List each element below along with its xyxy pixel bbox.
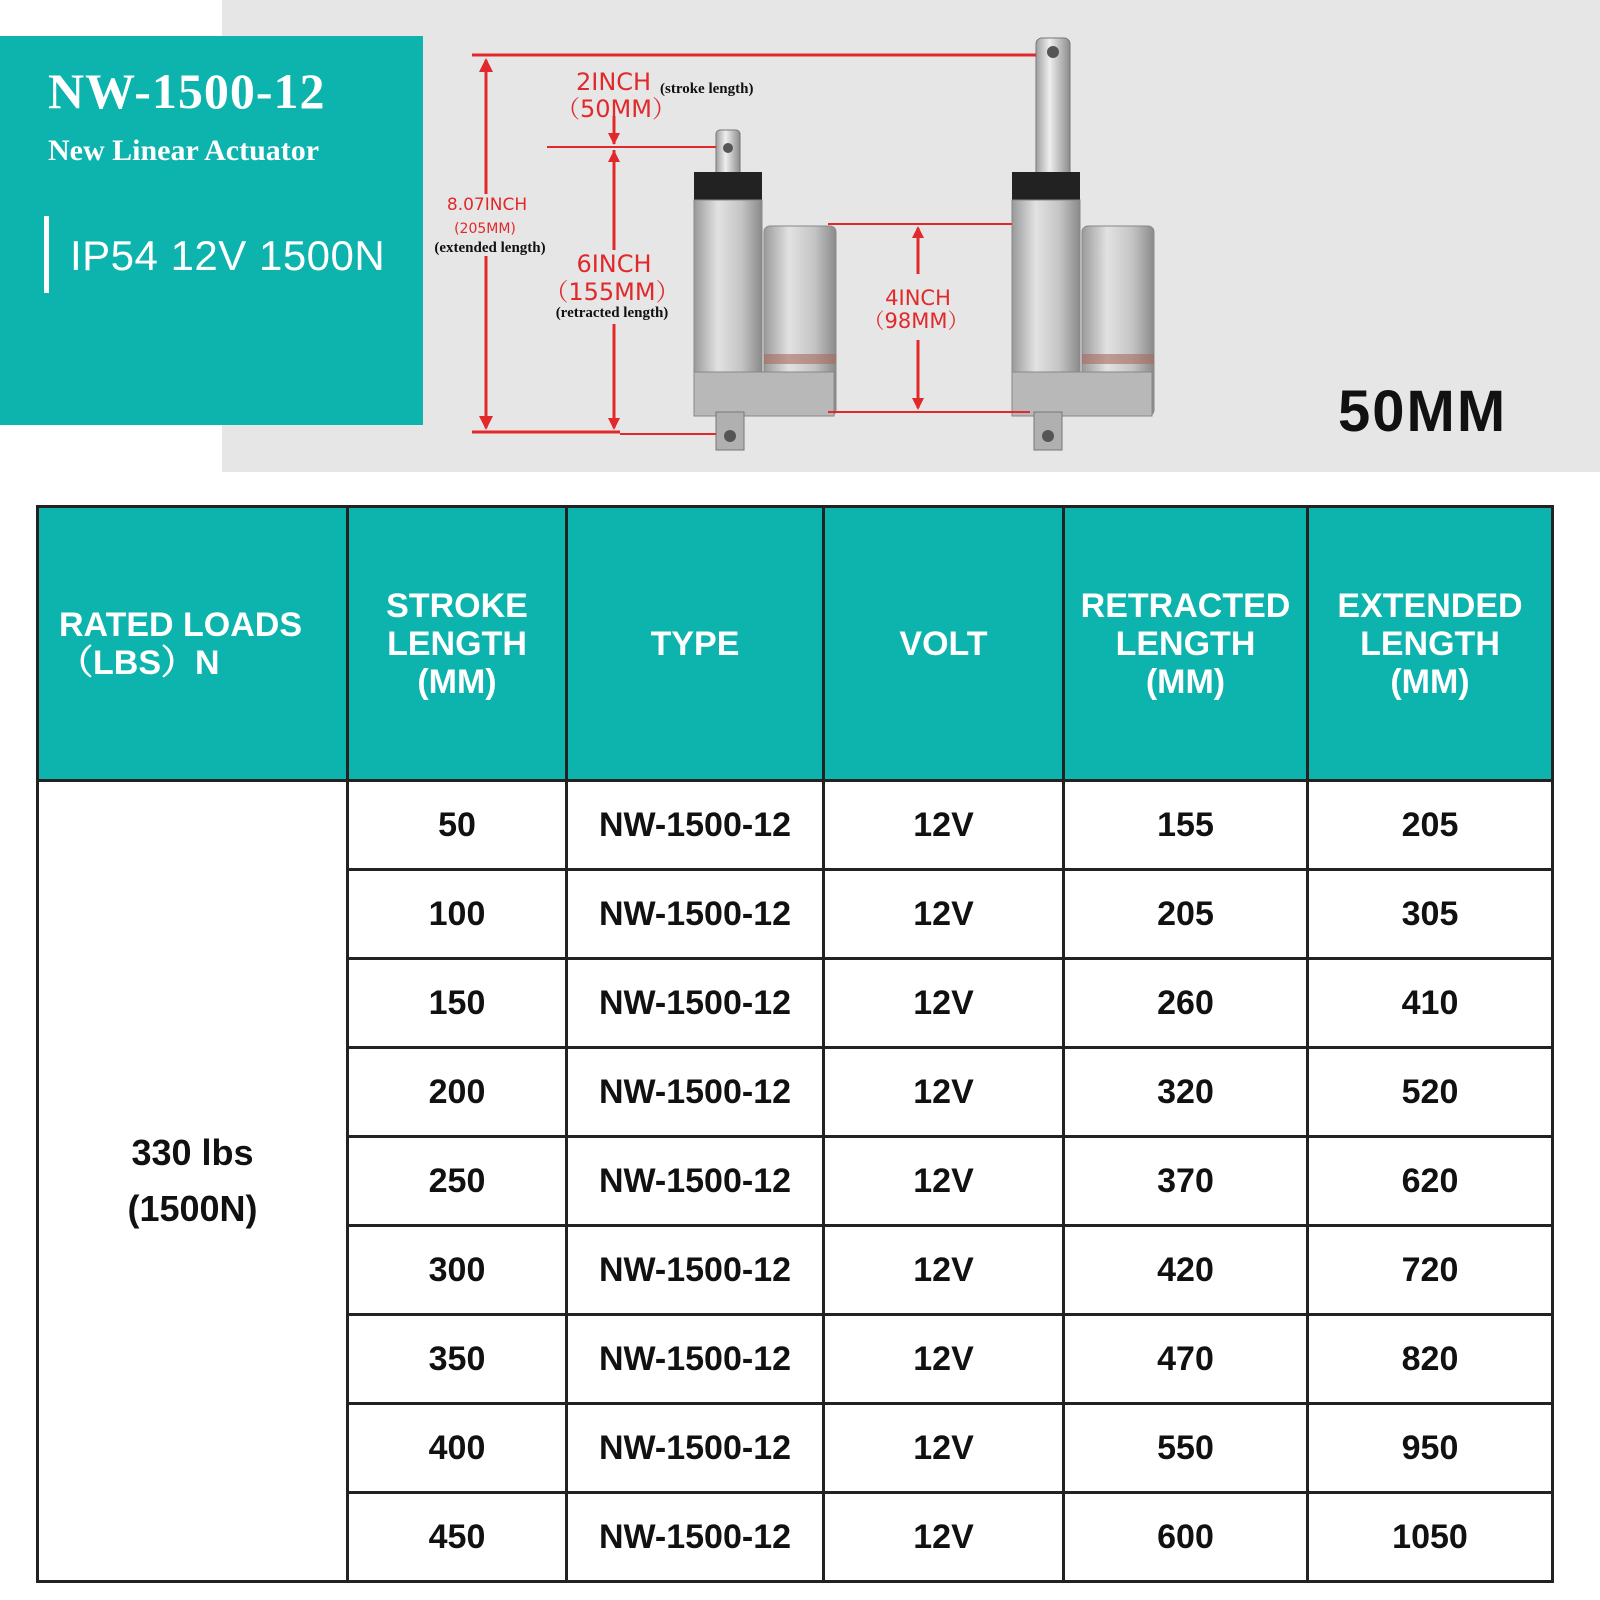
stroke-cell: 250 bbox=[348, 1137, 567, 1226]
retracted-cell: 320 bbox=[1064, 1048, 1308, 1137]
type-cell: NW-1500-12 bbox=[567, 870, 824, 959]
extended-cell: 410 bbox=[1308, 959, 1553, 1048]
extended-cell: 620 bbox=[1308, 1137, 1553, 1226]
type-cell: NW-1500-12 bbox=[567, 1315, 824, 1404]
header-retracted-length: RETRACTED LENGTH (MM) bbox=[1064, 507, 1308, 781]
body-inch-label: 4INCH bbox=[885, 286, 951, 310]
stroke-cell: 200 bbox=[348, 1048, 567, 1137]
extended-cell: 305 bbox=[1308, 870, 1553, 959]
volt-cell: 12V bbox=[824, 1226, 1064, 1315]
retracted-mm-label: （155MM） bbox=[544, 278, 680, 306]
extended-actuator-image bbox=[1012, 38, 1154, 450]
extended-cell: 1050 bbox=[1308, 1493, 1553, 1582]
body-mm-label: （98MM） bbox=[863, 309, 969, 333]
spec-table bbox=[36, 505, 1554, 1583]
retracted-cell: 155 bbox=[1064, 781, 1308, 870]
retracted-cell: 260 bbox=[1064, 959, 1308, 1048]
type-cell: NW-1500-12 bbox=[567, 959, 824, 1048]
retracted-cell: 370 bbox=[1064, 1137, 1308, 1226]
stroke-cell: 50 bbox=[348, 781, 567, 870]
retracted-cell: 550 bbox=[1064, 1404, 1308, 1493]
type-cell: NW-1500-12 bbox=[567, 1493, 824, 1582]
stroke-note-label: (stroke length) bbox=[660, 81, 754, 97]
type-cell: NW-1500-12 bbox=[567, 1226, 824, 1315]
rated-load-cell: 330 lbs (1500N) bbox=[38, 781, 348, 1582]
extended-mm-label: (205MM) bbox=[454, 221, 516, 237]
extended-cell: 950 bbox=[1308, 1404, 1553, 1493]
header-type: TYPE bbox=[567, 507, 824, 781]
stroke-cell: 100 bbox=[348, 870, 567, 959]
type-cell: NW-1500-12 bbox=[567, 1137, 824, 1226]
volt-cell: 12V bbox=[824, 1048, 1064, 1137]
extended-cell: 520 bbox=[1308, 1048, 1553, 1137]
retracted-cell: 470 bbox=[1064, 1315, 1308, 1404]
volt-cell: 12V bbox=[824, 1493, 1064, 1582]
model-title: NW-1500-12 bbox=[48, 63, 326, 119]
volt-cell: 12V bbox=[824, 1315, 1064, 1404]
retracted-actuator-image bbox=[694, 130, 836, 450]
type-cell: NW-1500-12 bbox=[567, 1404, 824, 1493]
retracted-inch-label: 6INCH bbox=[576, 250, 652, 278]
header-extended-length: EXTENDED LENGTH (MM) bbox=[1308, 507, 1553, 781]
type-cell: NW-1500-12 bbox=[567, 781, 824, 870]
stroke-mm-label: （50MM） bbox=[556, 95, 676, 123]
volt-cell: 12V bbox=[824, 870, 1064, 959]
stroke-cell: 150 bbox=[348, 959, 567, 1048]
spec-summary: IP54 12V 1500N bbox=[70, 232, 386, 279]
stroke-cell: 350 bbox=[348, 1315, 567, 1404]
header-rated-loads: RATED LOADS （LBS）N bbox=[38, 507, 348, 781]
stroke-size-label: 50MM bbox=[1338, 379, 1508, 444]
retracted-cell: 205 bbox=[1064, 870, 1308, 959]
extended-cell: 720 bbox=[1308, 1226, 1553, 1315]
product-subtitle: New Linear Actuator bbox=[48, 134, 320, 167]
volt-cell: 12V bbox=[824, 959, 1064, 1048]
extended-cell: 820 bbox=[1308, 1315, 1553, 1404]
table-row bbox=[38, 781, 1553, 870]
extended-note-label: (extended length) bbox=[434, 240, 546, 256]
stroke-cell: 450 bbox=[348, 1493, 567, 1582]
extended-cell: 205 bbox=[1308, 781, 1553, 870]
type-cell: NW-1500-12 bbox=[567, 1048, 824, 1137]
volt-cell: 12V bbox=[824, 781, 1064, 870]
header-stroke-length: STROKE LENGTH (MM) bbox=[348, 507, 567, 781]
volt-cell: 12V bbox=[824, 1137, 1064, 1226]
volt-cell: 12V bbox=[824, 1404, 1064, 1493]
retracted-cell: 420 bbox=[1064, 1226, 1308, 1315]
retracted-note-label: (retracted length) bbox=[555, 305, 669, 321]
extended-inch-label: 8.07INCH bbox=[446, 195, 528, 215]
stroke-cell: 300 bbox=[348, 1226, 567, 1315]
table-header-row bbox=[38, 507, 1553, 781]
stroke-inch-label: 2INCH bbox=[576, 68, 652, 96]
retracted-cell: 600 bbox=[1064, 1493, 1308, 1582]
header-volt: VOLT bbox=[824, 507, 1064, 781]
stroke-cell: 400 bbox=[348, 1404, 567, 1493]
